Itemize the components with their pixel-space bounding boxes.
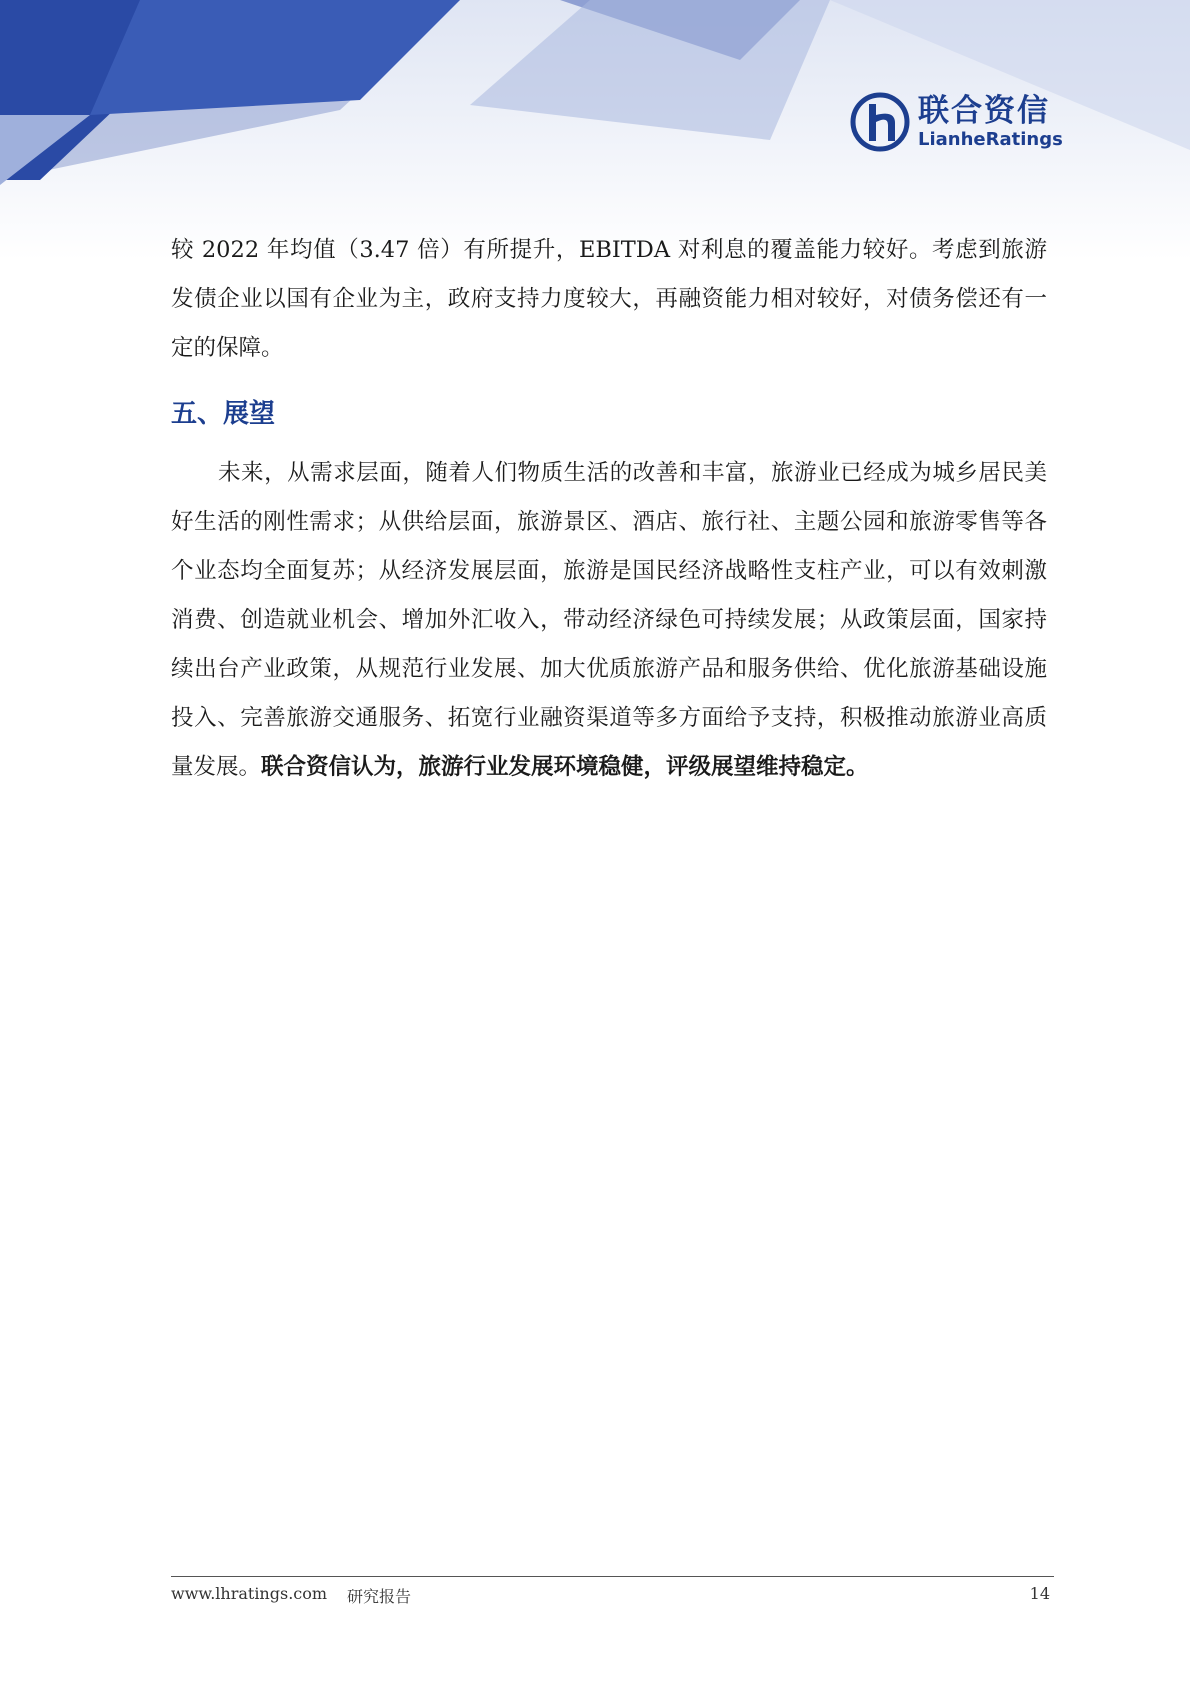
- outlook-text: 未来，从需求层面，随着人们物质生活的改善和丰富，旅游业已经成为城乡居民美好生活的刚性需求；从供给层面，旅游景区、酒店、旅行社、主题公园和旅游零售等各个业态均全面复苏；从经济发展层面，旅游是国民经济战略性支柱产业，可以有效刺激消费、创造就业机会、增加外汇收入，带动经济绿色可持续发展；从政策层面，国家持续出台产业政策，从规范行业发展、加大优质旅游产品和服务供给、优化旅游基础设施投入、完善旅游交通服务、拓宽行业融资渠道等多方面给予支持，积极推动旅游业高质量发展。: [171, 460, 1047, 780]
- page-number: 14: [1029, 1584, 1050, 1603]
- footer-doc-type: 研究报告: [347, 1587, 412, 1606]
- footer-website-link[interactable]: www.lhratings.com: [171, 1584, 328, 1603]
- outlook-paragraph: [171, 449, 1047, 792]
- brand-name-cn: 联合资信: [918, 93, 1050, 129]
- footer-left: [171, 1584, 411, 1607]
- lianhe-logo-icon: [850, 92, 910, 152]
- report-body: [171, 226, 1047, 792]
- brand-name-en: LianheRatings: [918, 129, 1063, 150]
- section-title: 五、展望: [171, 399, 276, 429]
- footer-divider: [171, 1576, 1054, 1577]
- intro-paragraph: 较 2022 年均值（3.47 倍）有所提升，EBITDA 对利息的覆盖能力较好。考虑到旅游发债企业以国有企业为主，政府支持力度较大，再融资能力相对较好，对债务偿还有一定的保障。: [171, 237, 1047, 361]
- outlook-conclusion: 联合资信认为，旅游行业发展环境稳健，评级展望维持稳定。: [261, 754, 869, 780]
- brand-logo: [850, 92, 1063, 152]
